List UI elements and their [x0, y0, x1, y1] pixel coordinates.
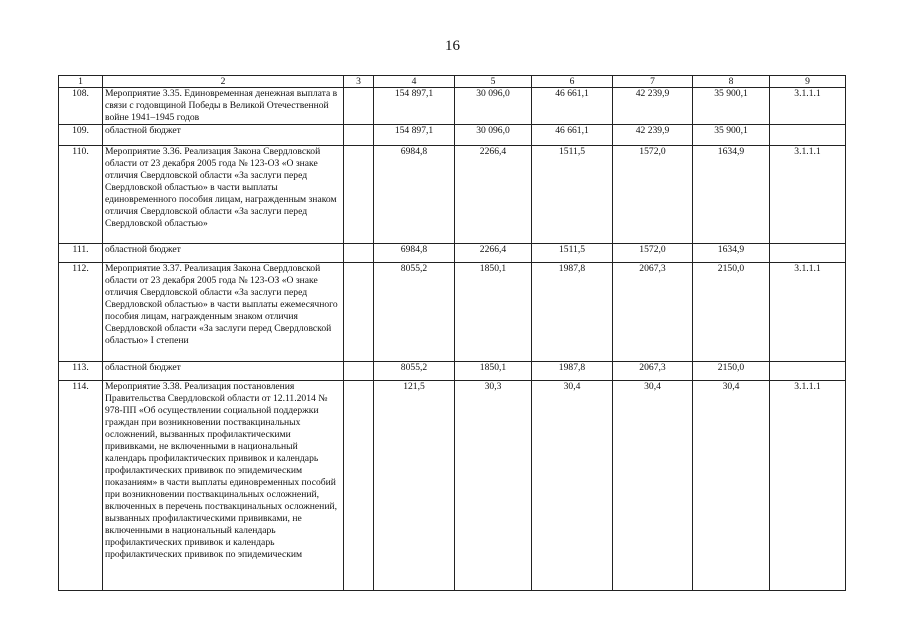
- row-value-col7: 1572,0: [613, 146, 693, 244]
- row-value-col5: 2266,4: [455, 146, 532, 244]
- table-row: [59, 88, 846, 125]
- row-value-col6: 1987,8: [532, 263, 613, 362]
- row-value-col6: 46 661,1: [532, 88, 613, 125]
- header-cell: 1: [59, 76, 103, 88]
- row-value-col6: 1511,5: [532, 244, 613, 263]
- row-number: 110.: [59, 146, 103, 244]
- row-value-col8: 30,4: [693, 381, 770, 591]
- row-description: областной бюджет: [103, 125, 344, 146]
- row-value-col5: 2266,4: [455, 244, 532, 263]
- header-cell: 3: [344, 76, 374, 88]
- row-target: [770, 244, 846, 263]
- row-target: [770, 362, 846, 381]
- page-number: 16: [445, 38, 460, 54]
- row-value-col4: 154 897,1: [374, 88, 455, 125]
- header-cell: 7: [613, 76, 693, 88]
- row-description: областной бюджет: [103, 362, 344, 381]
- row-target: 3.1.1.1: [770, 263, 846, 362]
- row-description: Мероприятие 3.35. Единовременная денежная выплата в связи с годовщиной Победы в Великой Отечественной войне 1941–1945 годов: [103, 88, 344, 125]
- row-target: 3.1.1.1: [770, 146, 846, 244]
- program-table: [58, 75, 846, 591]
- row-value-col5: 1850,1: [455, 362, 532, 381]
- row-value-col8: 1634,9: [693, 244, 770, 263]
- row-value-col4: 8055,2: [374, 263, 455, 362]
- row-value-col8: 35 900,1: [693, 88, 770, 125]
- row-value-col4: 6984,8: [374, 146, 455, 244]
- row-description: Мероприятие 3.37. Реализация Закона Свердловской области от 23 декабря 2005 года № 123-ОЗ «О знаке отличия Свердловской области «За заслуги перед Свердловской областью» в части выплаты ежемесячного пособия лицам, награжденным знаком отличия Свердловской области «За заслуги перед Свердловской областью» I степени: [103, 263, 344, 362]
- row-description: Мероприятие 3.36. Реализация Закона Свердловской области от 23 декабря 2005 года № 123-ОЗ «О знаке отличия Свердловской области «За заслуги перед Свердловской областью» в части выплаты единовременного пособия лицам, награжденным знаком отличия Свердловской области «За заслуги перед Свердловской областью»: [103, 146, 344, 244]
- row-col3: [344, 263, 374, 362]
- header-cell: 5: [455, 76, 532, 88]
- row-col3: [344, 244, 374, 263]
- row-col3: [344, 146, 374, 244]
- row-target: 3.1.1.1: [770, 88, 846, 125]
- row-value-col5: 30,3: [455, 381, 532, 591]
- row-description: областной бюджет: [103, 244, 344, 263]
- row-number: 113.: [59, 362, 103, 381]
- row-value-col6: 46 661,1: [532, 125, 613, 146]
- header-cell: 9: [770, 76, 846, 88]
- row-value-col6: 1987,8: [532, 362, 613, 381]
- row-value-col8: 1634,9: [693, 146, 770, 244]
- table-row: [59, 244, 846, 263]
- table-row: [59, 381, 846, 591]
- row-value-col7: 42 239,9: [613, 125, 693, 146]
- table-row: [59, 362, 846, 381]
- row-col3: [344, 381, 374, 591]
- row-value-col5: 1850,1: [455, 263, 532, 362]
- row-col3: [344, 125, 374, 146]
- table-row: [59, 125, 846, 146]
- row-value-col7: 2067,3: [613, 362, 693, 381]
- row-value-col7: 2067,3: [613, 263, 693, 362]
- row-value-col5: 30 096,0: [455, 88, 532, 125]
- row-value-col5: 30 096,0: [455, 125, 532, 146]
- row-value-col8: 35 900,1: [693, 125, 770, 146]
- row-number: 109.: [59, 125, 103, 146]
- header-cell: 8: [693, 76, 770, 88]
- row-number: 112.: [59, 263, 103, 362]
- row-col3: [344, 362, 374, 381]
- row-number: 111.: [59, 244, 103, 263]
- row-value-col6: 30,4: [532, 381, 613, 591]
- row-value-col7: 1572,0: [613, 244, 693, 263]
- table-row: [59, 146, 846, 244]
- row-value-col7: 30,4: [613, 381, 693, 591]
- row-number: 108.: [59, 88, 103, 125]
- row-value-col7: 42 239,9: [613, 88, 693, 125]
- header-cell: 2: [103, 76, 344, 88]
- row-value-col4: 154 897,1: [374, 125, 455, 146]
- row-value-col8: 2150,0: [693, 263, 770, 362]
- header-cell: 6: [532, 76, 613, 88]
- row-col3: [344, 88, 374, 125]
- table-row: [59, 263, 846, 362]
- header-cell: 4: [374, 76, 455, 88]
- row-value-col4: 8055,2: [374, 362, 455, 381]
- row-value-col4: 6984,8: [374, 244, 455, 263]
- row-value-col8: 2150,0: [693, 362, 770, 381]
- row-description: Мероприятие 3.38. Реализация постановления Правительства Свердловской области от 12.11.2014 № 978-ПП «Об осуществлении социальной поддержки граждан при возникновении поствакцинальных осложнений, вызванных профилактическими прививками, не включенными в национальный календарь профилактических прививок и календарь профилактических прививок по эпидемическим показаниям» в части выплаты единовременных пособий при возникновении поствакцинальных осложнений, включенных в перечень поствакцинальных осложнений, вызванных профилактическими прививками, не включенными в национальный календарь профилактических прививок и календарь профилактических прививок по эпидемическим: [103, 381, 344, 591]
- row-value-col6: 1511,5: [532, 146, 613, 244]
- row-value-col4: 121,5: [374, 381, 455, 591]
- row-target: 3.1.1.1: [770, 381, 846, 591]
- row-target: [770, 125, 846, 146]
- header-row: [59, 76, 846, 88]
- row-number: 114.: [59, 381, 103, 591]
